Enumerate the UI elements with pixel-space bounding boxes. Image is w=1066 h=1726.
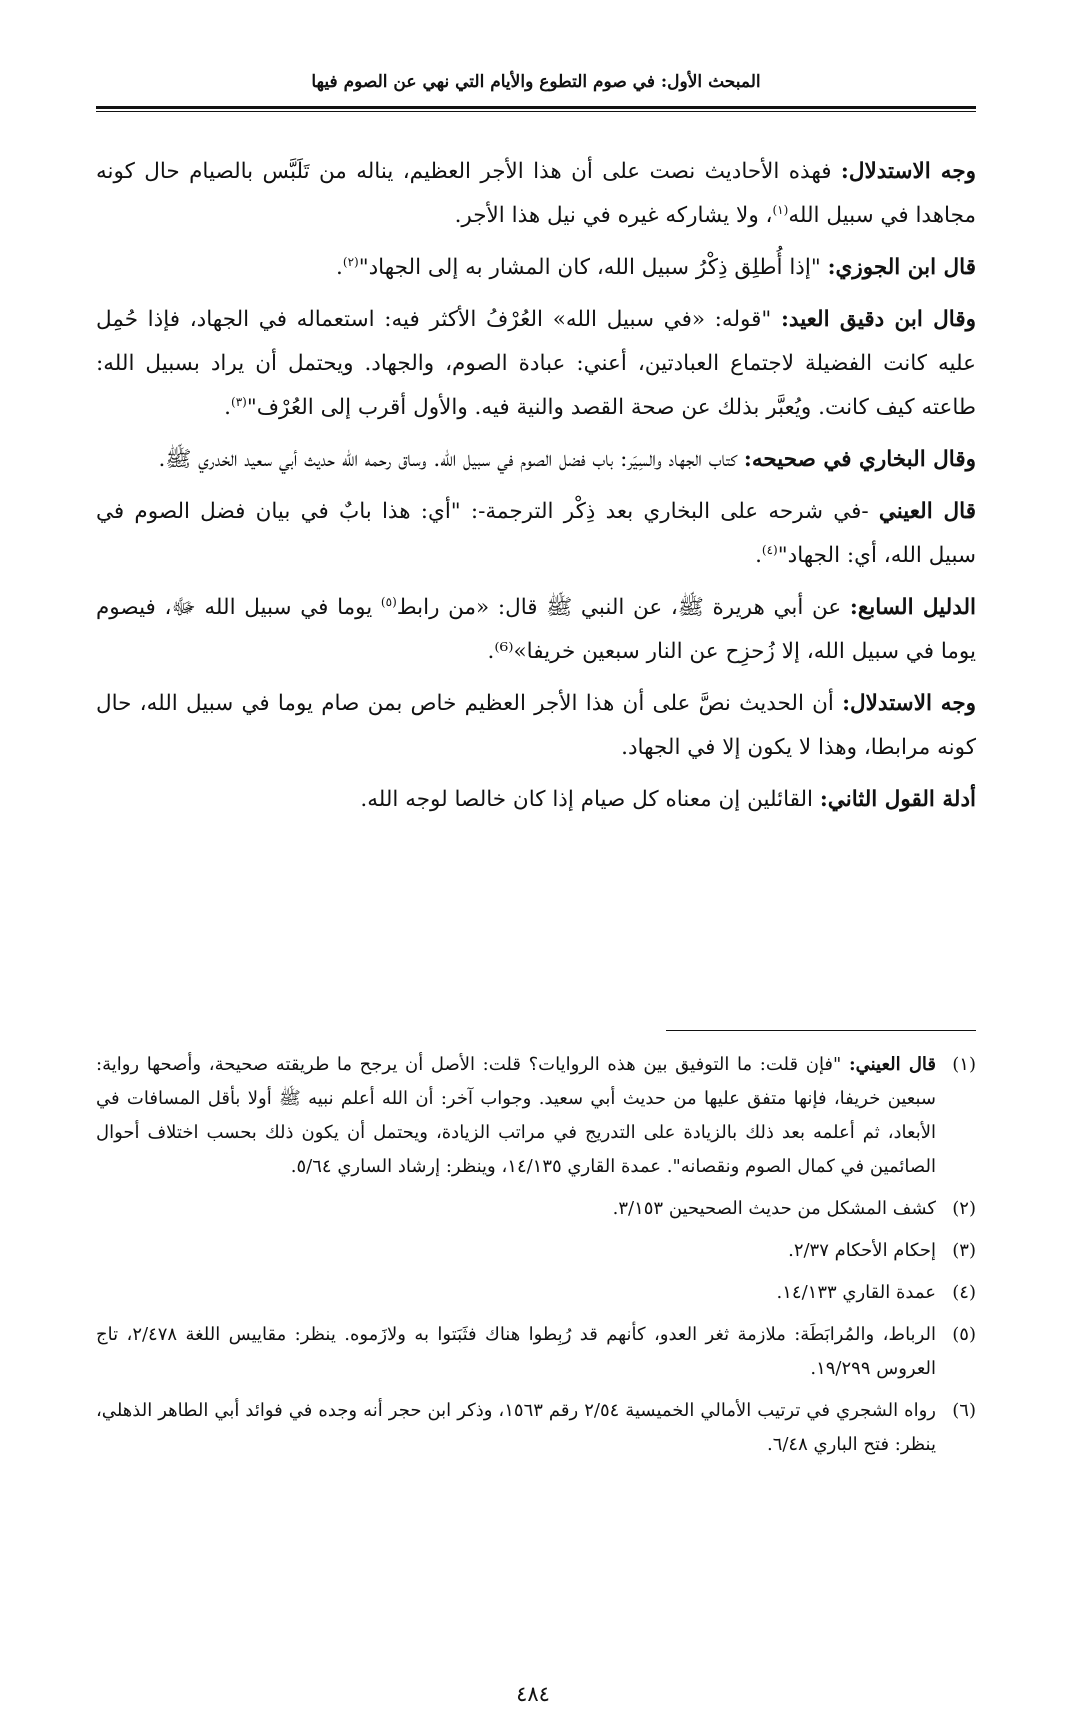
footnote — [96, 1318, 976, 1386]
paragraph — [96, 490, 976, 578]
paragraph-lead: وقال البخاري في صحيحه: — [743, 447, 976, 472]
paragraph — [96, 246, 976, 290]
paragraph-tail: يوما في سبيل الله ﷻ، فيصوم يوما في سبيل الله، إلا زُحزِح عن النار سبعين خريفا»⁽⁶⁾. — [96, 595, 976, 664]
main-text — [96, 150, 976, 830]
footnote-number: (٢) — [952, 1198, 976, 1219]
footnote-text: رواه الشجري في ترتيب الأمالي الخميسية ٢/٥٤ رقم ١٥٦٣، وذكر ابن حجر أنه وجده في فوائد أبي الطاهر الذهلي، ينظر: فتح الباري ٦/٤٨. — [96, 1400, 936, 1455]
footnote-number: (١) — [952, 1054, 976, 1075]
paragraph-text: القائلين إن معناه كل صيام إذا كان خالصا لوجه الله. — [360, 787, 820, 812]
header-rule — [96, 106, 976, 109]
paragraph-text: أن الحديث نصَّ على أن هذا الأجر العظيم خاص بمن صام يوما في سبيل الله، حال كونه مرابطا، وهذا لا يكون إلا في الجهاد. — [96, 691, 976, 760]
paragraph-text: كتاب الجهاد والسِيَر: باب فضل الصوم في سبيل الله. وساق رحمه الله حديث أبي سعيد الخدري ﷺ. — [158, 447, 744, 472]
footnote-number: (٣) — [952, 1240, 976, 1261]
footnote — [96, 1048, 976, 1184]
paragraph-text: -في شرحه على البخاري بعد ذِكْر الترجمة-: "أي: هذا بابٌ في بيان فضل الصوم في سبيل الله، أي: الجهاد" — [96, 499, 976, 568]
paragraph — [96, 298, 976, 430]
footnote-number: (٤) — [952, 1282, 976, 1303]
paragraph-lead: أدلة القول الثاني: — [819, 787, 976, 812]
footnote — [96, 1394, 976, 1462]
paragraph-text: "قوله: «في سبيل الله» العُرْفُ الأكثر فيه: استعماله في الجهاد، فإذا حُمِل عليه كانت الفضيلة لاجتماع العبادتين، أعني: عبادة الصوم، والجهاد. ويحتمل أن يراد بسبيل الله: طاعته كيف كانت. ويُعبَّر بذلك عن صحة القصد والنية فيه. والأول أقرب إلى العُرْف" — [96, 307, 976, 420]
paragraph — [96, 586, 976, 674]
footnote-ref[interactable]: (٣) — [231, 394, 247, 409]
footnote-text: إحكام الأحكام ٢/٣٧. — [788, 1240, 936, 1261]
footnote-ref[interactable]: (٥) — [380, 594, 397, 609]
footnote-ref[interactable]: (٤) — [761, 542, 778, 557]
paragraph-lead: قال العيني — [878, 499, 976, 524]
footnote-lead: قال العيني: — [848, 1054, 936, 1075]
paragraph-text: عن أبي هريرة ﷺ، عن النبي ﷺ قال: «من رابط — [396, 595, 850, 620]
running-header: المبحث الأول: في صوم التطوع والأيام التي نهي عن الصوم فيها — [311, 72, 761, 92]
paragraph-tail: . — [224, 395, 232, 420]
paragraph-tail: . — [755, 543, 762, 568]
footnotes — [96, 1048, 976, 1470]
paragraph-lead: وقال ابن دقيق العيد: — [780, 307, 976, 332]
paragraph — [96, 150, 976, 238]
paragraph-lead: وجه الاستدلال: — [842, 691, 976, 716]
paragraph-text: فهذه الأحاديث نصت على أن هذا الأجر العظيم، يناله من تَلَبَّس بالصيام حال كونه مجاهدا في سبيل الله — [96, 159, 976, 228]
footnote — [96, 1192, 976, 1226]
footnote-number: (٦) — [952, 1400, 976, 1421]
paragraph-lead: قال ابن الجوزي: — [827, 255, 976, 280]
footnote-text: "فإن قلت: ما التوفيق بين هذه الروايات؟ قلت: الأصل أن يرجح ما طريقته صحيحة، وأصحها رواية: سبعين خريفا، فإنها متفق عليها من حديث أبي سعيد. وجواب آخر: أن الله أعلم نبيه ﷺ أولا بأقل المسافات في الأبعاد، ثم أعلمه بعد ذلك بالزيادة على التدريج في مراتب الزيادة، ويحتمل أن يكون ذلك بحسب اختلاف أحوال الصائمين في كمال الصوم ونقصانه". عمدة القاري ١٤/١٣٥، وينظر: إرشاد الساري ٥/٦٤. — [96, 1054, 936, 1177]
paragraph-text: "إذا أُطلِق ذِكْرُ سبيل الله، كان المشار به إلى الجهاد" — [358, 255, 828, 280]
footnote — [96, 1234, 976, 1268]
footnote-text: الرباط، والمُرابَطَة: ملازمة ثغر العدو، كأنهم قد رُبِطوا هناك فثَبَتوا به ولازَموه. ينظر: مقاييس اللغة ٢/٤٧٨، تاج العروس ١٩/٢٩٩. — [96, 1324, 936, 1379]
footnote-ref[interactable]: (١) — [772, 202, 789, 217]
footnote-text: كشف المشكل من حديث الصحيحين ٣/١٥٣. — [612, 1198, 936, 1219]
page-number: ٤٨٤ — [516, 1682, 550, 1706]
paragraph-lead: وجه الاستدلال: — [840, 159, 977, 184]
paragraph-tail: . — [336, 255, 343, 280]
footnote-number: (٥) — [952, 1324, 976, 1345]
paragraph — [96, 438, 976, 482]
footnote — [96, 1276, 976, 1310]
paragraph-lead: الدليل السابع: — [849, 595, 977, 620]
footnote-ref[interactable]: (٢) — [342, 254, 359, 269]
header-rule-thin — [96, 111, 976, 112]
paragraph — [96, 778, 976, 822]
paragraph-tail: ، ولا يشاركه غيره في نيل هذا الأجر. — [454, 203, 773, 228]
footnote-text: عمدة القاري ١٤/١٣٣. — [776, 1282, 936, 1303]
paragraph — [96, 682, 976, 770]
footnote-separator — [666, 1030, 976, 1031]
